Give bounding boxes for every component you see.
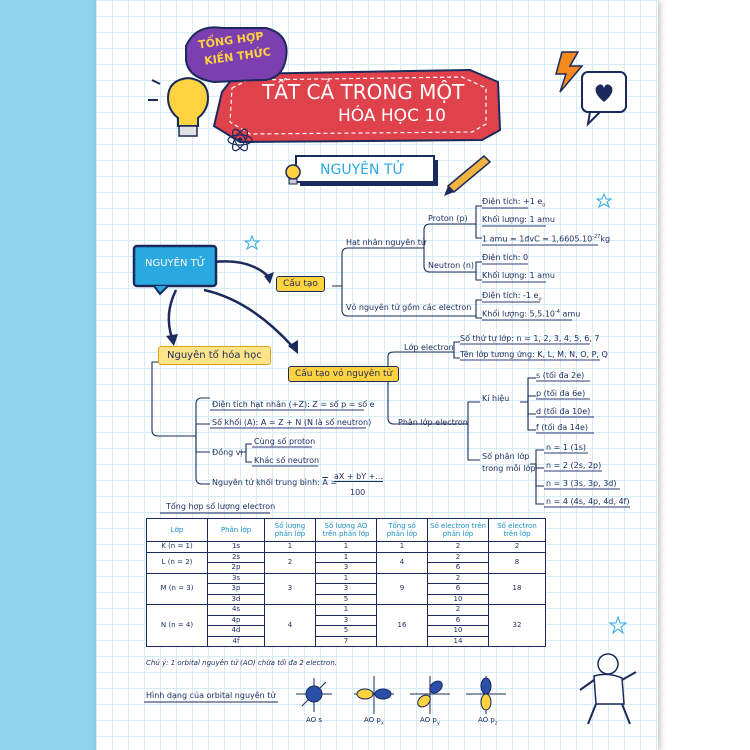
table-cell: 1 [377,542,428,553]
neutron-mass: Khối lượng: 1 amu [482,271,555,280]
table-cell: 2p [208,563,265,574]
table-cell: 1s [208,542,265,553]
orbital-py-icon [410,676,450,714]
table-note: Chú ý: 1 orbital nguyên tử (AO) chứa tối đa 2 electron. [146,659,338,667]
so-khoi: Số khối (A): A = Z + N (N là số neutron) [212,418,372,427]
node-cau-tao: Cấu tạo [276,276,325,292]
table-cell: 3 [265,573,316,605]
table-cell: 2 [428,605,489,616]
table-cell: 10 [428,626,489,637]
label-so-phan-lop-1: Số phân lớp [482,452,530,461]
table-cell: 18 [489,573,546,605]
star-icon [608,616,628,636]
table-row [147,552,546,563]
star-icon [245,236,259,249]
table-cell: 3 [316,563,377,574]
table-cell: 2s [208,552,265,563]
fraction-numerator: aX + bY +... [334,472,384,481]
subshell-s: s (tối đa 2e) [536,371,585,380]
table-cell: 1 [316,605,377,616]
orbital-shapes [290,672,510,727]
ten-lop: Tên lớp tương ứng: K, L, M, N, O, P, Q [460,350,608,359]
subshell-d: d (tối đa 10e) [536,407,591,416]
badge-line2: KIẾN THỨC [203,45,272,68]
title-line2: HÓA HỌC 10 [338,106,446,126]
orbital-title: Hình dạng của orbital nguyên tử [146,691,276,700]
star-icon [597,194,611,207]
root-node-label: NGUYÊN TỬ [145,258,206,269]
col-header: Số lượng AO trên phân lớp [316,519,377,542]
fraction-denominator: 100 [350,488,366,497]
table-cell: 5 [316,626,377,637]
label-hat-nhan: Hạt nhân nguyên tử [346,238,426,247]
table-cell: 2 [489,542,546,553]
table-cell: 5 [316,594,377,605]
col-header: Lớp [147,519,208,542]
title-line1: TẤT CẢ TRONG MỘT [262,80,465,104]
table-cell: 32 [489,605,546,647]
table-cell: 7 [316,636,377,647]
neutron-charge: Điện tích: 0 [482,253,529,262]
khac-so-neutron: Khác số neutron [254,456,320,465]
orbital-label-px: AO $p_x$ [364,716,384,727]
electron-charge: Điện tích: -1 $e_o$ [482,291,542,303]
shell-n2: n = 2 (2s, 2p) [546,461,602,470]
orbital-px-icon [354,676,394,714]
table-title: Tổng hợp số lượng electron [166,502,276,511]
root-node-shape [132,244,222,296]
cung-so-proton: Cùng số proton [254,437,316,446]
table-title-underline [160,512,280,516]
table-cell: 3 [316,615,377,626]
table-cell: 4 [265,605,316,647]
table-row [147,605,546,616]
node-cau-tao-vo: Cấu tạo vỏ nguyên tử [288,366,399,382]
table-cell: 8 [489,552,546,573]
dien-tich-hat-nhan: Điện tích hạt nhân (+Z): Z = số p = số e [212,400,375,409]
electron-table [146,518,546,647]
table-cell: 16 [377,605,428,647]
orbital-label-pz: AO $p_z$ [478,716,498,727]
table-header-row [147,519,546,542]
table-row [147,542,546,553]
table-cell: 4s [208,605,265,616]
col-header: Tổng số phân lớp [377,519,428,542]
orbital-label-s: AO s [306,716,323,724]
badge-line1: TỔNG HỢP [197,29,265,52]
table-cell: 1 [316,573,377,584]
subshell-f: f (tối đa 14e) [536,423,589,432]
table-cell: 6 [428,584,489,595]
table-cell: 1 [316,542,377,553]
table-cell: 6 [428,615,489,626]
col-header: Số electron trên phân lớp [428,519,489,542]
proton-charge: Điện tích: +1 $e_o$ [482,197,546,209]
table-cell: 2 [428,552,489,563]
col-header: Phân lớp [208,519,265,542]
subshell-p: p (tối đa 6e) [536,389,586,398]
shell-n1: n = 1 (1s) [546,443,586,452]
table-cell: 4 [377,552,428,573]
col-header: Số electron trên lớp [489,519,546,542]
table-cell: 2 [428,573,489,584]
table-cell: M (n = 3) [147,573,208,605]
orbital-s-icon [296,678,332,712]
table-cell: L (n = 2) [147,552,208,573]
label-lop-electron: Lớp electron [404,343,454,352]
label-so-phan-lop-2: trong mỗi lớp [482,464,536,473]
table-cell: 3s [208,573,265,584]
amu-definition: 1 amu = 1đvC = $1,6605.10^{-27}kg$ [482,234,611,244]
table-cell: N (n = 4) [147,605,208,647]
shell-n4: n = 4 (4s, 4p, 4d, 4f) [546,497,630,506]
label-ki-hieu: Kí hiệu [482,394,510,403]
proton-mass: Khối lượng: 1 amu [482,215,555,224]
orbital-pz-icon [466,676,506,714]
label-vo-nguyen-tu: Vỏ nguyên tử gồm các electron [346,303,472,312]
orbital-title-underline [144,701,284,705]
table-cell: K (n = 1) [147,542,208,553]
label-dong-vi: Đồng vị [212,448,243,457]
cartoon-figure-icon [572,650,642,730]
table-cell: 2 [265,552,316,573]
table-cell: 3p [208,584,265,595]
table-cell: 9 [377,573,428,605]
shell-n3: n = 3 (3s, 3p, 3d) [546,479,617,488]
electron-mass: Khối lượng: $5,5.10^{-4}$ amu [482,309,581,319]
label-proton: Proton (p) [428,214,468,223]
table-cell: 6 [428,563,489,574]
table-cell: 14 [428,636,489,647]
table-cell: 3d [208,594,265,605]
label-neutron: Neutron (n) [428,261,475,270]
table-row [147,573,546,584]
node-nguyen-to: Nguyên tố hóa học [158,346,271,365]
so-thu-tu-lop: Số thứ tự lớp: n = 1, 2, 3, 4, 5, 6, 7 [460,334,600,343]
table-cell: 4d [208,626,265,637]
table-cell: 10 [428,594,489,605]
nguyen-tu-khoi-tb: Nguyên tử khối trung bình: $\overline{A}$ = [212,478,338,487]
table-cell: 2 [428,542,489,553]
orbital-label-py: AO $p_y$ [420,716,440,727]
table-cell: 4f [208,636,265,647]
section-title: NGUYÊN TỬ [320,162,405,178]
col-header: Số lượng phân lớp [265,519,316,542]
table-cell: 1 [316,552,377,563]
table-cell: 1 [265,542,316,553]
table-cell: 4p [208,615,265,626]
label-phan-lop: Phân lớp electron [398,418,468,427]
table-cell: 3 [316,584,377,595]
